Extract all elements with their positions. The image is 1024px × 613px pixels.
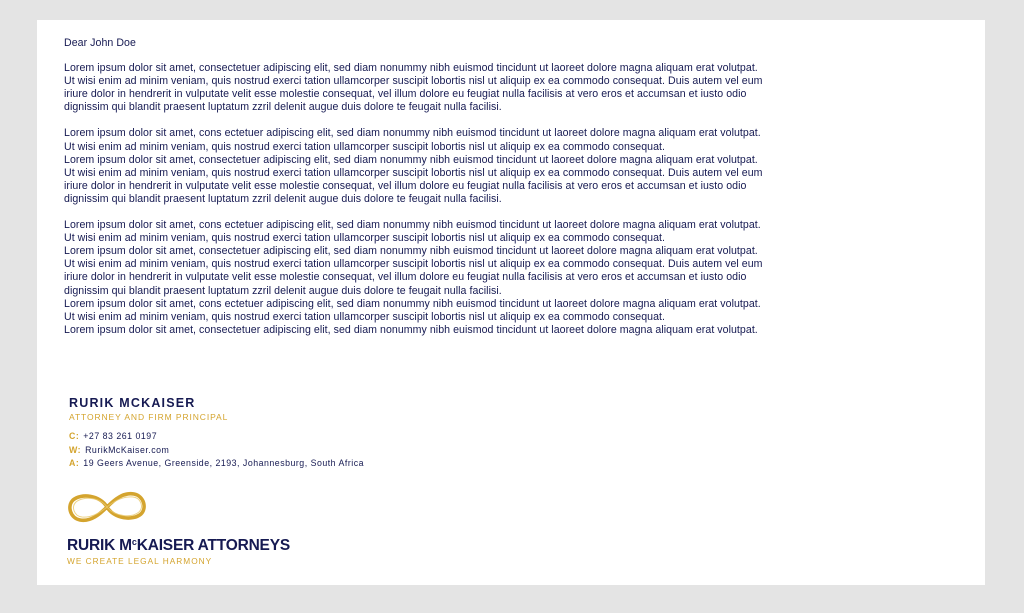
contact-key: W: <box>69 444 82 455</box>
paragraph-line: Lorem ipsum dolor sit amet, consectetuer adipiscing elit, sed diam nonummy nibh euismod tincidunt ut laoreet dolore magna aliquam erat volutpat. <box>64 62 758 75</box>
paragraph-line: dignissim qui blandit praesent luptatum zzril delenit augue duis dolore te feugait nulla facilisi. <box>64 192 502 205</box>
paragraph-line: iriure dolor in hendrerit in vulputate velit esse molestie consequat, vel illum dolore eu feugiat nulla facilisis at vero eros et accumsan et iusto odio <box>64 271 747 284</box>
contact-key: C: <box>69 431 80 441</box>
contact-value: +27 83 261 0197 <box>83 431 158 441</box>
contact-row <box>69 444 364 458</box>
letter-paragraph <box>64 127 944 206</box>
paragraph-line: iriure dolor in hendrerit in vulputate velit esse molestie consequat, vel illum dolore eu feugiat nulla facilisis at vero eros et accumsan et iusto odio <box>64 88 747 101</box>
paragraph-line: Lorem ipsum dolor sit amet, consectetuer adipiscing elit, sed diam nonummy nibh euismod tincidunt ut laoreet dolore magna aliquam erat volutpat. <box>64 245 758 258</box>
paragraph-line: Ut wisi enim ad minim veniam, quis nostrud exerci tation ullamcorper suscipit lobortis nisl ut aliquip ex ea commodo consequat. <box>64 310 666 323</box>
firm-logo <box>67 490 290 566</box>
paragraph-line: Ut wisi enim ad minim veniam, quis nostrud exerci tation ullamcorper suscipit lobortis nisl ut aliquip ex ea commodo consequat. Duis autem vel eum <box>64 75 763 88</box>
paragraph-line: Ut wisi enim ad minim veniam, quis nostrud exerci tation ullamcorper suscipit lobortis nisl ut aliquip ex ea commodo consequat. <box>64 140 666 153</box>
paragraph-line: Lorem ipsum dolor sit amet, cons ectetuer adipiscing elit, sed diam nonummy nibh euismod tincidunt ut laoreet dolore magna aliquam erat volutpat. <box>64 297 761 310</box>
letter-body <box>64 37 944 350</box>
paragraph-line: Ut wisi enim ad minim veniam, quis nostrud exerci tation ullamcorper suscipit lobortis nisl ut aliquip ex ea commodo consequat. <box>64 232 666 245</box>
letter-paragraph <box>64 219 944 337</box>
letter-page <box>37 20 985 585</box>
paragraph-line: Lorem ipsum dolor sit amet, consectetuer adipiscing elit, sed diam nonummy nibh euismod tincidunt ut laoreet dolore magna aliquam erat volutpat. <box>64 153 758 166</box>
signatory-title: ATTORNEY AND FIRM PRINCIPAL <box>69 412 229 422</box>
paragraph-line: Lorem ipsum dolor sit amet, consectetuer adipiscing elit, sed diam nonummy nibh euismod tincidunt ut laoreet dolore magna aliquam erat volutpat. <box>64 323 758 336</box>
paragraph-line: dignissim qui blandit praesent luptatum zzril delenit augue duis dolore te feugait nulla facilisi. <box>64 101 502 114</box>
paragraph-line: dignissim qui blandit praesent luptatum zzril delenit augue duis dolore te feugait nulla facilisi. <box>64 284 502 297</box>
firm-tagline: WE CREATE LEGAL HARMONY <box>67 556 213 566</box>
signatory-name: RURIK MCKAISER <box>69 396 196 410</box>
contact-list <box>69 430 364 471</box>
contact-key: A: <box>69 458 80 468</box>
greeting: Dear John Doe <box>64 37 136 49</box>
paragraph-line: iriure dolor in hendrerit in vulputate velit esse molestie consequat, vel illum dolore eu feugiat nulla facilisis at vero eros et accumsan et iusto odio <box>64 179 747 192</box>
paragraph-line: Ut wisi enim ad minim veniam, quis nostrud exerci tation ullamcorper suscipit lobortis nisl ut aliquip ex ea commodo consequat. Duis autem vel eum <box>64 166 763 179</box>
letter-paragraphs <box>64 62 944 337</box>
firm-name: RURIK $M^cKAISER$ ATTORNEYS <box>67 537 290 554</box>
paragraph-line: Lorem ipsum dolor sit amet, cons ectetuer adipiscing elit, sed diam nonummy nibh euismod tincidunt ut laoreet dolore magna aliquam erat volutpat. <box>64 219 761 232</box>
contact-value: RurikMcKaiser.com <box>85 444 170 455</box>
paragraph-line: Lorem ipsum dolor sit amet, cons ectetuer adipiscing elit, sed diam nonummy nibh euismod tincidunt ut laoreet dolore magna aliquam erat volutpat. <box>64 127 761 140</box>
signature-block <box>69 396 364 471</box>
letter-paragraph <box>64 62 944 114</box>
contact-row <box>69 457 364 471</box>
contact-row <box>69 430 364 444</box>
infinity-icon <box>67 490 147 524</box>
contact-value: 19 Geers Avenue, Greenside, 2193, Johannesburg, South Africa <box>83 458 365 468</box>
paragraph-line: Ut wisi enim ad minim veniam, quis nostrud exerci tation ullamcorper suscipit lobortis nisl ut aliquip ex ea commodo consequat. Duis autem vel eum <box>64 258 763 271</box>
